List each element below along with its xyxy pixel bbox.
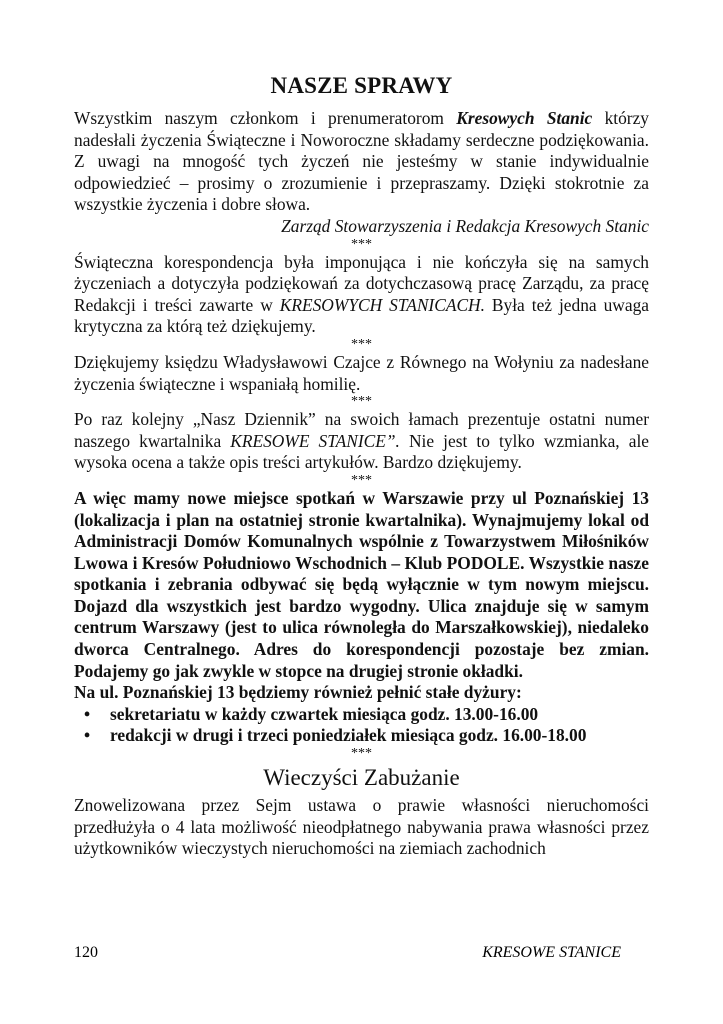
law-paragraph: Znowelizowana przez Sejm ustawa o prawie własności nieruchomości przedłużyła o 4 lata możliwość nieodpłatnego nabywania prawa własności przez użytkowników wieczystych nieruchomości na ziemiach zachodnich bbox=[74, 795, 649, 859]
thanks-text-start: Wszystkim naszym członkom i prenumeratorom bbox=[74, 108, 457, 128]
magazine-title-emphasis: KRESOWE STANICE”. bbox=[230, 430, 400, 451]
bullet-icon: • bbox=[84, 725, 91, 746]
new-location-paragraph: A więc mamy nowe miejsce spotkań w Warszawie przy ul Poznańskiej 13 (lokalizacja i plan na ostatniej stronie kwartalnika). Wynajmujemy lokal od Administracji Domów Komunalnych wspólnie z Towarzystwem Miłośników Lwowa i Kresów Południowo Wschodnich – Klub PODOLE. Wszystkie nasze spotkania i zebrania odbywać się będą wyłącznie w tym nowym miejscu. Dojazd dla wszystkich jest bardzo wygodny. Ulica znajduje się w samym centrum Warszawy (jest to ulica równoległa do Marszałkowskiej), niedaleko dworca Centralnego. Adres do korespondencji pozostaje bez zmian. Podajemy go jak zwykle w stopce na drugiej stronie okładki. bbox=[74, 487, 649, 681]
press-text-end: Nie jest to tylko wzmianka, ale wysoka ocena a także opis treści artykułów. Bardzo dziękujemy. bbox=[74, 430, 649, 473]
separator: *** bbox=[351, 394, 372, 410]
section-heading: Wieczyści Zabużanie bbox=[263, 765, 460, 791]
separator: *** bbox=[351, 472, 372, 488]
magazine-name-emphasis: Kresowych Stanic bbox=[456, 108, 593, 128]
priest-thanks-paragraph: Dziękujemy księdzu Władysławowi Czajce z Równego na Wołyniu za nadesłane życzenia świąteczne i wspaniałą homilię. bbox=[74, 351, 649, 394]
press-text-start: Po raz kolejny „Nasz Dziennik” na swoich łamach prezentuje ostatni numer naszego kwartalnika bbox=[74, 409, 649, 451]
correspondence-paragraph bbox=[74, 252, 649, 338]
thanks-text-end: którzy nadesłali życzenia Świąteczne i Noworoczne składamy serdeczne podziękowania. Z uwagi na mnogość tych życzeń nie jesteśmy w stanie indywidualnie odpowiedzieć – prosimy o zrozumienie i przepraszamy. Dzięki stokrotnie za wszystkie życzenia i dobre słowa. bbox=[74, 108, 649, 215]
correspondence-text-end: Była też jedna uwaga krytyczna za którą też dziękujemy. bbox=[74, 294, 649, 337]
list-item bbox=[74, 725, 649, 747]
page-title: NASZE SPRAWY bbox=[270, 73, 453, 98]
separator: *** bbox=[351, 336, 372, 352]
magazine-name: KRESOWE STANICE bbox=[482, 944, 621, 961]
page-number: 120 bbox=[74, 944, 98, 961]
page-content bbox=[74, 72, 649, 860]
correspondence-text-start: Świąteczna korespondencja była imponująca i nie kończyła się na samych życzeniach a dotyczyła podziękowań za dotychczasową pracę Zarządu, za pracę Redakcji i treści zawarte w bbox=[74, 251, 649, 315]
duty-item-text: sekretariatu w każdy czwartek miesiąca godz. 13.00-16.00 bbox=[110, 703, 539, 724]
duty-intro: Na ul. Poznańskiej 13 będziemy również pełnić stałe dyżury: bbox=[74, 682, 522, 703]
duty-item-text: redakcji w drugi i trzeci poniedziałek miesiąca godz. 16.00-18.00 bbox=[110, 725, 587, 746]
duty-list bbox=[74, 704, 649, 747]
separator: *** bbox=[351, 236, 372, 252]
bullet-icon: • bbox=[84, 703, 91, 724]
thanks-paragraph bbox=[74, 108, 649, 216]
page-footer bbox=[74, 944, 621, 962]
magazine-title-emphasis: KRESOWYCH STANICACH. bbox=[279, 294, 485, 315]
separator: *** bbox=[351, 746, 372, 762]
press-mention-paragraph bbox=[74, 409, 649, 474]
signature: Zarząd Stowarzyszenia i Redakcja Kresowych Stanic bbox=[281, 215, 649, 236]
list-item bbox=[74, 704, 649, 726]
